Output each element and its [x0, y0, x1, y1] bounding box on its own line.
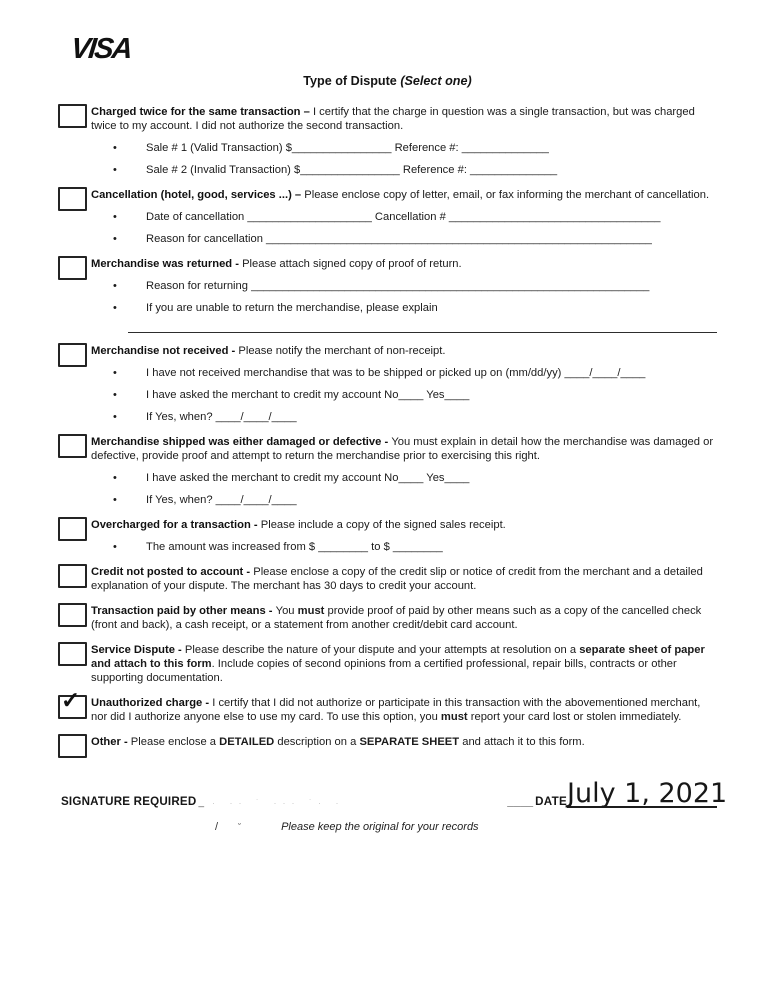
check-mark-icon: ✓ [61, 687, 81, 713]
bullet-text [146, 471, 717, 485]
option-body [91, 186, 717, 246]
dispute-option-credit-not-posted [58, 563, 717, 593]
dispute-option-other [58, 733, 717, 758]
dispute-option-unauthorized-charge [58, 687, 717, 724]
bullet-item [91, 540, 717, 554]
option-body [91, 563, 717, 593]
option-text: You [275, 605, 298, 617]
option-text: If you are unable to return the merchandise, please explain [146, 302, 438, 314]
date-field[interactable] [567, 774, 728, 809]
date-pre-line: ____ [507, 795, 534, 808]
option-text: report your card lost or stolen immediately. [467, 711, 682, 723]
bullet-text [146, 388, 717, 402]
option-paragraph [91, 696, 717, 724]
signature-required-label: SIGNATURE REQUIRED [61, 795, 197, 808]
checkbox-merchandise-not-received[interactable] [58, 343, 87, 367]
bullet-icon: • [113, 164, 117, 176]
option-body [91, 255, 717, 333]
form-content [58, 74, 728, 833]
option-body [91, 641, 717, 685]
bullet-item [91, 410, 717, 424]
write-in-line[interactable] [128, 323, 717, 333]
option-text: Reason for returning ________________________________________________________________ [146, 280, 650, 292]
option-text: Please enclose a [130, 736, 220, 748]
option-text: You must explain in detail how the merchandise was damaged or defective, provide proof and attempt to return the merchandise prior to exercising this right. [91, 436, 714, 462]
option-text: Please enclose copy of letter, email, or fax informing the merchant of cancellation. [304, 189, 710, 201]
option-text: Please notify the merchant of non-receipt. [238, 345, 446, 357]
checkbox-other[interactable] [58, 734, 87, 758]
bullet-item [91, 366, 717, 380]
checkbox-paid-by-other-means[interactable] [58, 603, 87, 627]
checkbox-service-dispute[interactable] [58, 642, 87, 666]
option-text: Please describe the nature of your dispute and your attempts at resolution on a [184, 644, 580, 656]
option-body [91, 433, 717, 507]
bullet-item [91, 141, 717, 155]
option-text: Please attach signed copy of proof of return. [242, 258, 462, 270]
option-heading: Credit not posted to account [91, 566, 244, 578]
option-text: Sale # 2 (Invalid Transaction) $________________ Reference #: ______________ [146, 164, 558, 176]
bullet-item [91, 493, 717, 507]
emphasized-text: must [297, 605, 325, 617]
bullet-text [146, 410, 717, 424]
option-heading: Merchandise was returned [91, 258, 233, 270]
dispute-option-cancellation [58, 186, 717, 246]
option-text: I have asked the merchant to credit my account No____ Yes____ [146, 389, 470, 401]
bullet-icon: • [113, 389, 117, 401]
emphasized-text: SEPARATE SHEET [359, 736, 460, 748]
option-text: Please include a copy of the signed sales receipt. [260, 519, 506, 531]
heading-separator: - [120, 736, 131, 748]
heading-separator: - [232, 258, 243, 270]
option-heading: Other [91, 736, 121, 748]
form-title-main: Type of Dispute [303, 74, 401, 88]
option-text: Reason for cancellation ______________________________________________________________ [146, 233, 652, 245]
option-body [91, 103, 717, 177]
keep-original-note: Please keep the original for your records [281, 821, 479, 833]
date-label: DATE [535, 795, 567, 808]
bullet-item [91, 388, 717, 402]
bullet-icon: • [113, 367, 117, 379]
dispute-option-paid-by-other-means [58, 602, 717, 632]
option-text: I certify that the charge in question was a single transaction, but was charged twice to my account. I did not authorize the second transaction. [91, 106, 695, 132]
form-title [58, 74, 717, 88]
option-body [91, 602, 717, 632]
bullet-icon: • [113, 472, 117, 484]
bullet-icon: • [113, 280, 117, 292]
checkbox-charged-twice[interactable] [58, 104, 87, 128]
option-paragraph [91, 565, 717, 593]
option-body [91, 342, 717, 424]
footer-note-row [58, 821, 717, 833]
heading-separator: - [202, 697, 213, 709]
scan-artifact: _ [198, 797, 204, 808]
option-heading: Overcharged for a transaction [91, 519, 251, 531]
checkbox-cancellation[interactable] [58, 187, 87, 211]
checkbox-unauthorized-charge[interactable] [58, 687, 87, 719]
heading-separator: - [381, 436, 392, 448]
option-paragraph [91, 518, 717, 532]
bullet-icon: • [113, 302, 117, 314]
bullet-icon: • [113, 142, 117, 154]
checkbox-damaged-or-defective[interactable] [58, 434, 87, 458]
heading-separator: – [291, 189, 305, 201]
option-heading: Charged twice for the same transaction [91, 106, 301, 118]
scan-artifact: ˘ [238, 822, 242, 832]
option-text: I certify that I did not authorize or participate in this transaction with the abovementioned merchant, nor did I authorize anyone else to use my card. To use this option, you [91, 697, 701, 723]
heading-separator: - [250, 519, 261, 531]
dispute-option-overcharged [58, 516, 717, 554]
emphasized-text: separate sheet of paper and attach to this form [91, 644, 705, 670]
option-text: I have not received merchandise that was to be shipped or picked up on (mm/dd/yy) ____/____/____ [146, 367, 646, 379]
bullet-text [146, 141, 717, 155]
option-text: The amount was increased from $ ________ to $ ________ [146, 541, 443, 553]
bullet-icon: • [113, 211, 117, 223]
form-title-select-one: (Select one) [400, 74, 472, 88]
option-paragraph [91, 435, 717, 463]
bullet-item [91, 279, 717, 293]
bullet-text [146, 279, 717, 293]
bullet-text [146, 210, 717, 224]
option-text: If Yes, when? ____/____/____ [146, 411, 297, 423]
option-text: Date of cancellation ____________________ Cancellation # __________________________________ [146, 211, 661, 223]
signature-field[interactable]: · ·· ˙ ··· ˙· · [212, 798, 345, 808]
option-text: If Yes, when? ____/____/____ [146, 494, 297, 506]
option-body [91, 516, 717, 554]
option-heading: Service Dispute [91, 644, 175, 656]
signature-row [61, 774, 728, 809]
option-text: . Include copies of second opinions from a certified professional, repair bills, contracts or other supporting documentation. [91, 658, 677, 684]
option-paragraph [91, 188, 717, 202]
emphasized-text: DETAILED [219, 736, 275, 748]
option-heading: Transaction paid by other means [91, 605, 266, 617]
scan-artifact: / [215, 821, 219, 833]
option-text: and attach it to this form. [459, 736, 585, 748]
bullet-item [91, 163, 717, 177]
option-text: I have asked the merchant to credit my account No____ Yes____ [146, 472, 470, 484]
option-paragraph [91, 643, 717, 685]
dispute-option-service-dispute [58, 641, 717, 685]
checkbox-overcharged[interactable] [58, 517, 87, 541]
option-heading: Unauthorized charge [91, 697, 203, 709]
option-heading: Merchandise shipped was either damaged or defective [91, 436, 382, 448]
option-heading: Merchandise not received [91, 345, 229, 357]
option-paragraph [91, 604, 717, 632]
option-paragraph [91, 105, 717, 133]
heading-separator: - [174, 644, 185, 656]
checkbox-credit-not-posted[interactable] [58, 564, 87, 588]
option-body [91, 694, 717, 724]
option-heading: Cancellation (hotel, good, services ...) [91, 189, 292, 201]
bullet-text [146, 540, 717, 554]
heading-separator: – [300, 106, 313, 118]
bullet-icon: • [113, 233, 117, 245]
bullet-item [91, 232, 717, 246]
dispute-options-list [58, 103, 717, 758]
option-text: Please enclose a copy of the credit slip or notice of credit from the merchant and a detailed explanation of your dispute. The merchant has 30 days to credit your account. [91, 566, 703, 592]
option-paragraph [91, 257, 717, 271]
visa-logo: VISA [69, 33, 133, 65]
dispute-option-merchandise-not-received [58, 342, 717, 424]
bullet-icon: • [113, 541, 117, 553]
option-paragraph [91, 344, 717, 358]
option-text: description on a [274, 736, 360, 748]
checkbox-merchandise-returned[interactable] [58, 256, 87, 280]
emphasized-text: must [440, 711, 468, 723]
heading-separator: - [243, 566, 254, 578]
bullet-text [146, 301, 717, 315]
dispute-option-charged-twice [58, 103, 717, 177]
bullet-text [146, 232, 717, 246]
bullet-item [91, 471, 717, 485]
bullet-text [146, 493, 717, 507]
dispute-option-damaged-or-defective [58, 433, 717, 507]
bullet-text [146, 366, 717, 380]
option-text: Sale # 1 (Valid Transaction) $________________ Reference #: ______________ [146, 142, 549, 154]
option-body [91, 733, 717, 758]
bullet-item [91, 301, 717, 315]
bullet-text [146, 163, 717, 177]
option-paragraph [91, 735, 717, 749]
date-handwritten-value: July 1, 2021 [567, 778, 728, 809]
bullet-item [91, 210, 717, 224]
heading-separator: - [228, 345, 239, 357]
heading-separator: - [265, 605, 276, 617]
option-text: provide proof of paid by other means such as a copy of the cancelled check (front and back), a cash receipt, or a statement from another credit/debit card account. [91, 605, 702, 631]
dispute-option-merchandise-returned [58, 255, 717, 333]
bullet-icon: • [113, 494, 117, 506]
bullet-icon: • [113, 411, 117, 423]
